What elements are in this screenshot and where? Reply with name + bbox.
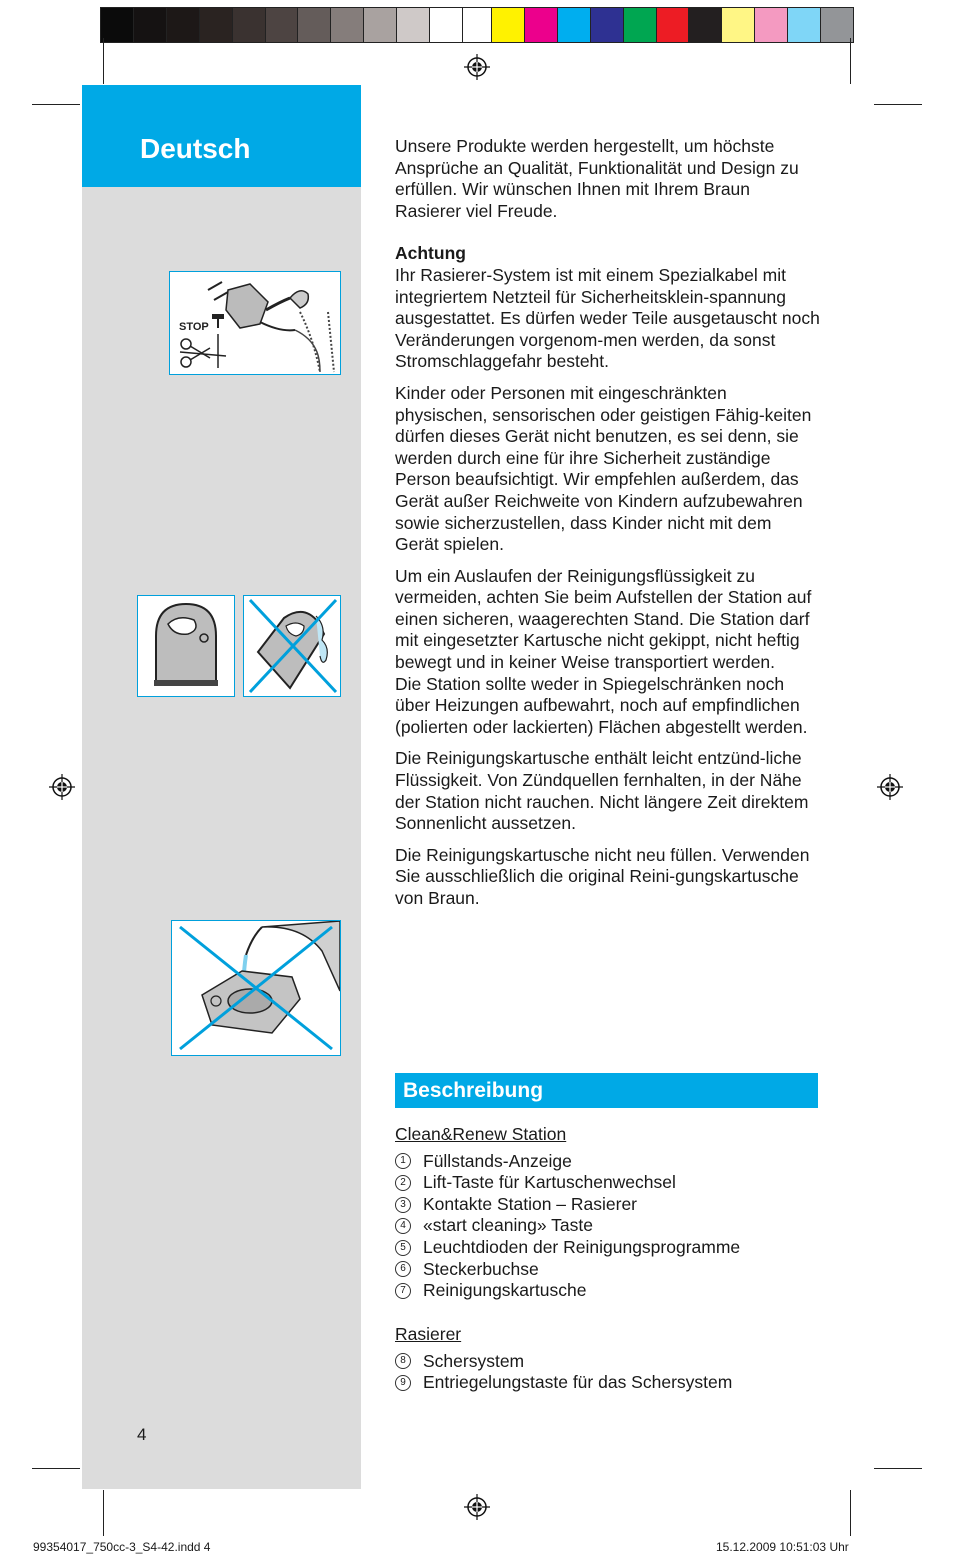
- warning-heading: Achtung: [395, 243, 466, 264]
- crop-mark: [103, 38, 104, 84]
- color-swatch: [821, 8, 853, 42]
- crop-mark: [850, 1490, 851, 1536]
- list-item: [395, 1151, 740, 1173]
- crop-mark: [850, 38, 851, 84]
- color-swatch: [591, 8, 624, 42]
- color-swatch: [722, 8, 755, 42]
- color-swatch: [755, 8, 788, 42]
- color-swatch: [298, 8, 331, 42]
- title-box: [82, 85, 361, 187]
- stop-label: STOP: [179, 321, 209, 333]
- registration-mark-icon: [464, 54, 490, 80]
- color-swatch: [624, 8, 657, 42]
- list-item: [395, 1215, 740, 1237]
- item-label: Steckerbuchse: [423, 1258, 539, 1279]
- intro-paragraph: Unsere Produkte werden hergestellt, um höchste Ansprüche an Qualität, Funktionalität und Design zu erfüllen. Wir wünschen Ihnen mit Ihrem Braun Rasierer viel Freude.: [395, 136, 799, 221]
- leak-paragraph: [395, 566, 820, 674]
- list-item: [395, 1194, 740, 1216]
- list-item: [395, 1372, 732, 1394]
- footer-timestamp: 15.12.2009 10:51:03 Uhr: [716, 1540, 849, 1554]
- flammable-paragraph: Die Reinigungskartusche enthält leicht entzünd-liche Flüssigkeit. Von Zündquellen fernhalten, in der Nähe der Station nicht rauchen. Nicht längere Zeit direktem Sonnenlicht aussetzen.: [395, 748, 809, 834]
- storage-paragraph: Die Station sollte weder in Spiegelschränken noch über Heizungen aufbewahrt, noch auf empfindlichen (polierten oder lackierten) Flächen abgestellt werden.: [395, 673, 808, 737]
- list-item: [395, 1172, 740, 1194]
- item-label: Lift-Taste für Kartuschenwechsel: [423, 1172, 676, 1193]
- item-number-icon: 9: [395, 1375, 411, 1391]
- crop-mark: [32, 1468, 80, 1469]
- list-item: [395, 1280, 740, 1302]
- list-item: [395, 1237, 740, 1259]
- item-number-icon: 1: [395, 1153, 411, 1169]
- cleaning-station-icon: [138, 596, 234, 696]
- color-swatch: [134, 8, 167, 42]
- list-item: [395, 1351, 732, 1373]
- children-paragraph: Kinder oder Personen mit eingeschränkten physischen, sensorischen oder geistigen Fähig-keiten dürfen dieses Gerät nicht benutzen, es sei denn, sie werden durch eine für ihre Sicherheit zuständige Person beaufsichtigt. Wir empfehlen außerdem, das Gerät außer Reichweite von Kindern aufzubewahren sowie sicherzustellen, dass Kinder nicht mit dem Gerät spielen.: [395, 382, 812, 555]
- leak-text: Um ein Auslaufen der Reinigungsflüssigkeit zu vermeiden, achten Sie beim Aufstellen der Station auf einen sicheren, waagerechten Stand. Die Station darf mit eingesetzter Kartusche nicht gekippt, nicht heftig bewegt und in keiner Weise transportiert werden.: [395, 565, 812, 673]
- page-number: 4: [137, 1425, 147, 1444]
- item-label: Schersystem: [423, 1350, 525, 1371]
- color-swatch: [788, 8, 821, 42]
- crop-mark: [874, 1468, 922, 1469]
- station-parts-list: [395, 1124, 740, 1302]
- crop-mark: [32, 104, 80, 105]
- refill-warning-figure: [171, 920, 341, 1056]
- item-number-icon: 5: [395, 1240, 411, 1256]
- station-subheading: Clean&Renew Station: [395, 1124, 567, 1144]
- section-heading: Beschreibung: [395, 1073, 818, 1108]
- color-swatch: [266, 8, 299, 42]
- color-swatch: [525, 8, 558, 42]
- warning-text: Ihr Rasierer-System ist mit einem Spezialkabel mit integriertem Netzteil für Sicherheitsklein-spannung ausgestattet. Es dürfen weder Teile ausgetauscht noch Veränderungen vorgenom-men werden, da sonst Stromschlaggefahr besteht.: [395, 264, 820, 372]
- plug-cable-icon: [170, 272, 340, 374]
- color-swatch: [331, 8, 364, 42]
- item-number-icon: 4: [395, 1218, 411, 1234]
- crop-mark: [103, 1490, 104, 1536]
- item-number-icon: 8: [395, 1353, 411, 1369]
- color-swatch: [397, 8, 430, 42]
- station-upright-figure: [137, 595, 235, 697]
- shaver-parts-list: [395, 1324, 732, 1394]
- item-label: Leuchtdioden der Reinigungsprogramme: [423, 1236, 741, 1257]
- item-label: Füllstands-Anzeige: [423, 1150, 572, 1171]
- color-swatch: [558, 8, 591, 42]
- crop-mark: [874, 104, 922, 105]
- item-label: Kontakte Station – Rasierer: [423, 1193, 638, 1214]
- item-number-icon: 6: [395, 1261, 411, 1277]
- page-title: Deutsch: [140, 133, 251, 164]
- color-swatch: [492, 8, 525, 42]
- main-text: [395, 136, 820, 920]
- registration-mark-icon: [464, 1494, 490, 1520]
- item-number-icon: 7: [395, 1283, 411, 1299]
- item-label: Reinigungskartusche: [423, 1280, 587, 1301]
- registration-mark-icon: [49, 774, 75, 800]
- refill-paragraph: Die Reinigungskartusche nicht neu füllen. Verwenden Sie ausschließlich die original Reini-gungskartusche von Braun.: [395, 844, 810, 908]
- registration-mark-icon: [877, 774, 903, 800]
- station-tilted-figure: [243, 595, 341, 697]
- list-item: [395, 1259, 740, 1281]
- color-swatch: [101, 8, 134, 42]
- color-swatch: [689, 8, 722, 42]
- shaver-subheading: Rasierer: [395, 1324, 462, 1344]
- item-label: «start cleaning» Taste: [423, 1215, 593, 1236]
- color-bar-gap: [463, 8, 492, 42]
- color-swatch: [167, 8, 200, 42]
- refill-cartridge-crossed-icon: [172, 921, 340, 1055]
- warning-paragraph: [395, 243, 820, 373]
- item-number-icon: 2: [395, 1175, 411, 1191]
- tilted-station-crossed-icon: [244, 596, 340, 696]
- footer-file-info: 99354017_750cc-3_S4-42.indd 4: [33, 1540, 211, 1554]
- color-swatch: [430, 8, 463, 42]
- item-number-icon: 3: [395, 1197, 411, 1213]
- plug-warning-figure: [169, 271, 341, 375]
- color-swatch: [200, 8, 233, 42]
- color-swatch: [364, 8, 397, 42]
- item-label: Entriegelungstaste für das Schersystem: [423, 1372, 733, 1393]
- color-swatch: [233, 8, 266, 42]
- color-calibration-bar: [100, 7, 854, 43]
- color-swatch: [657, 8, 690, 42]
